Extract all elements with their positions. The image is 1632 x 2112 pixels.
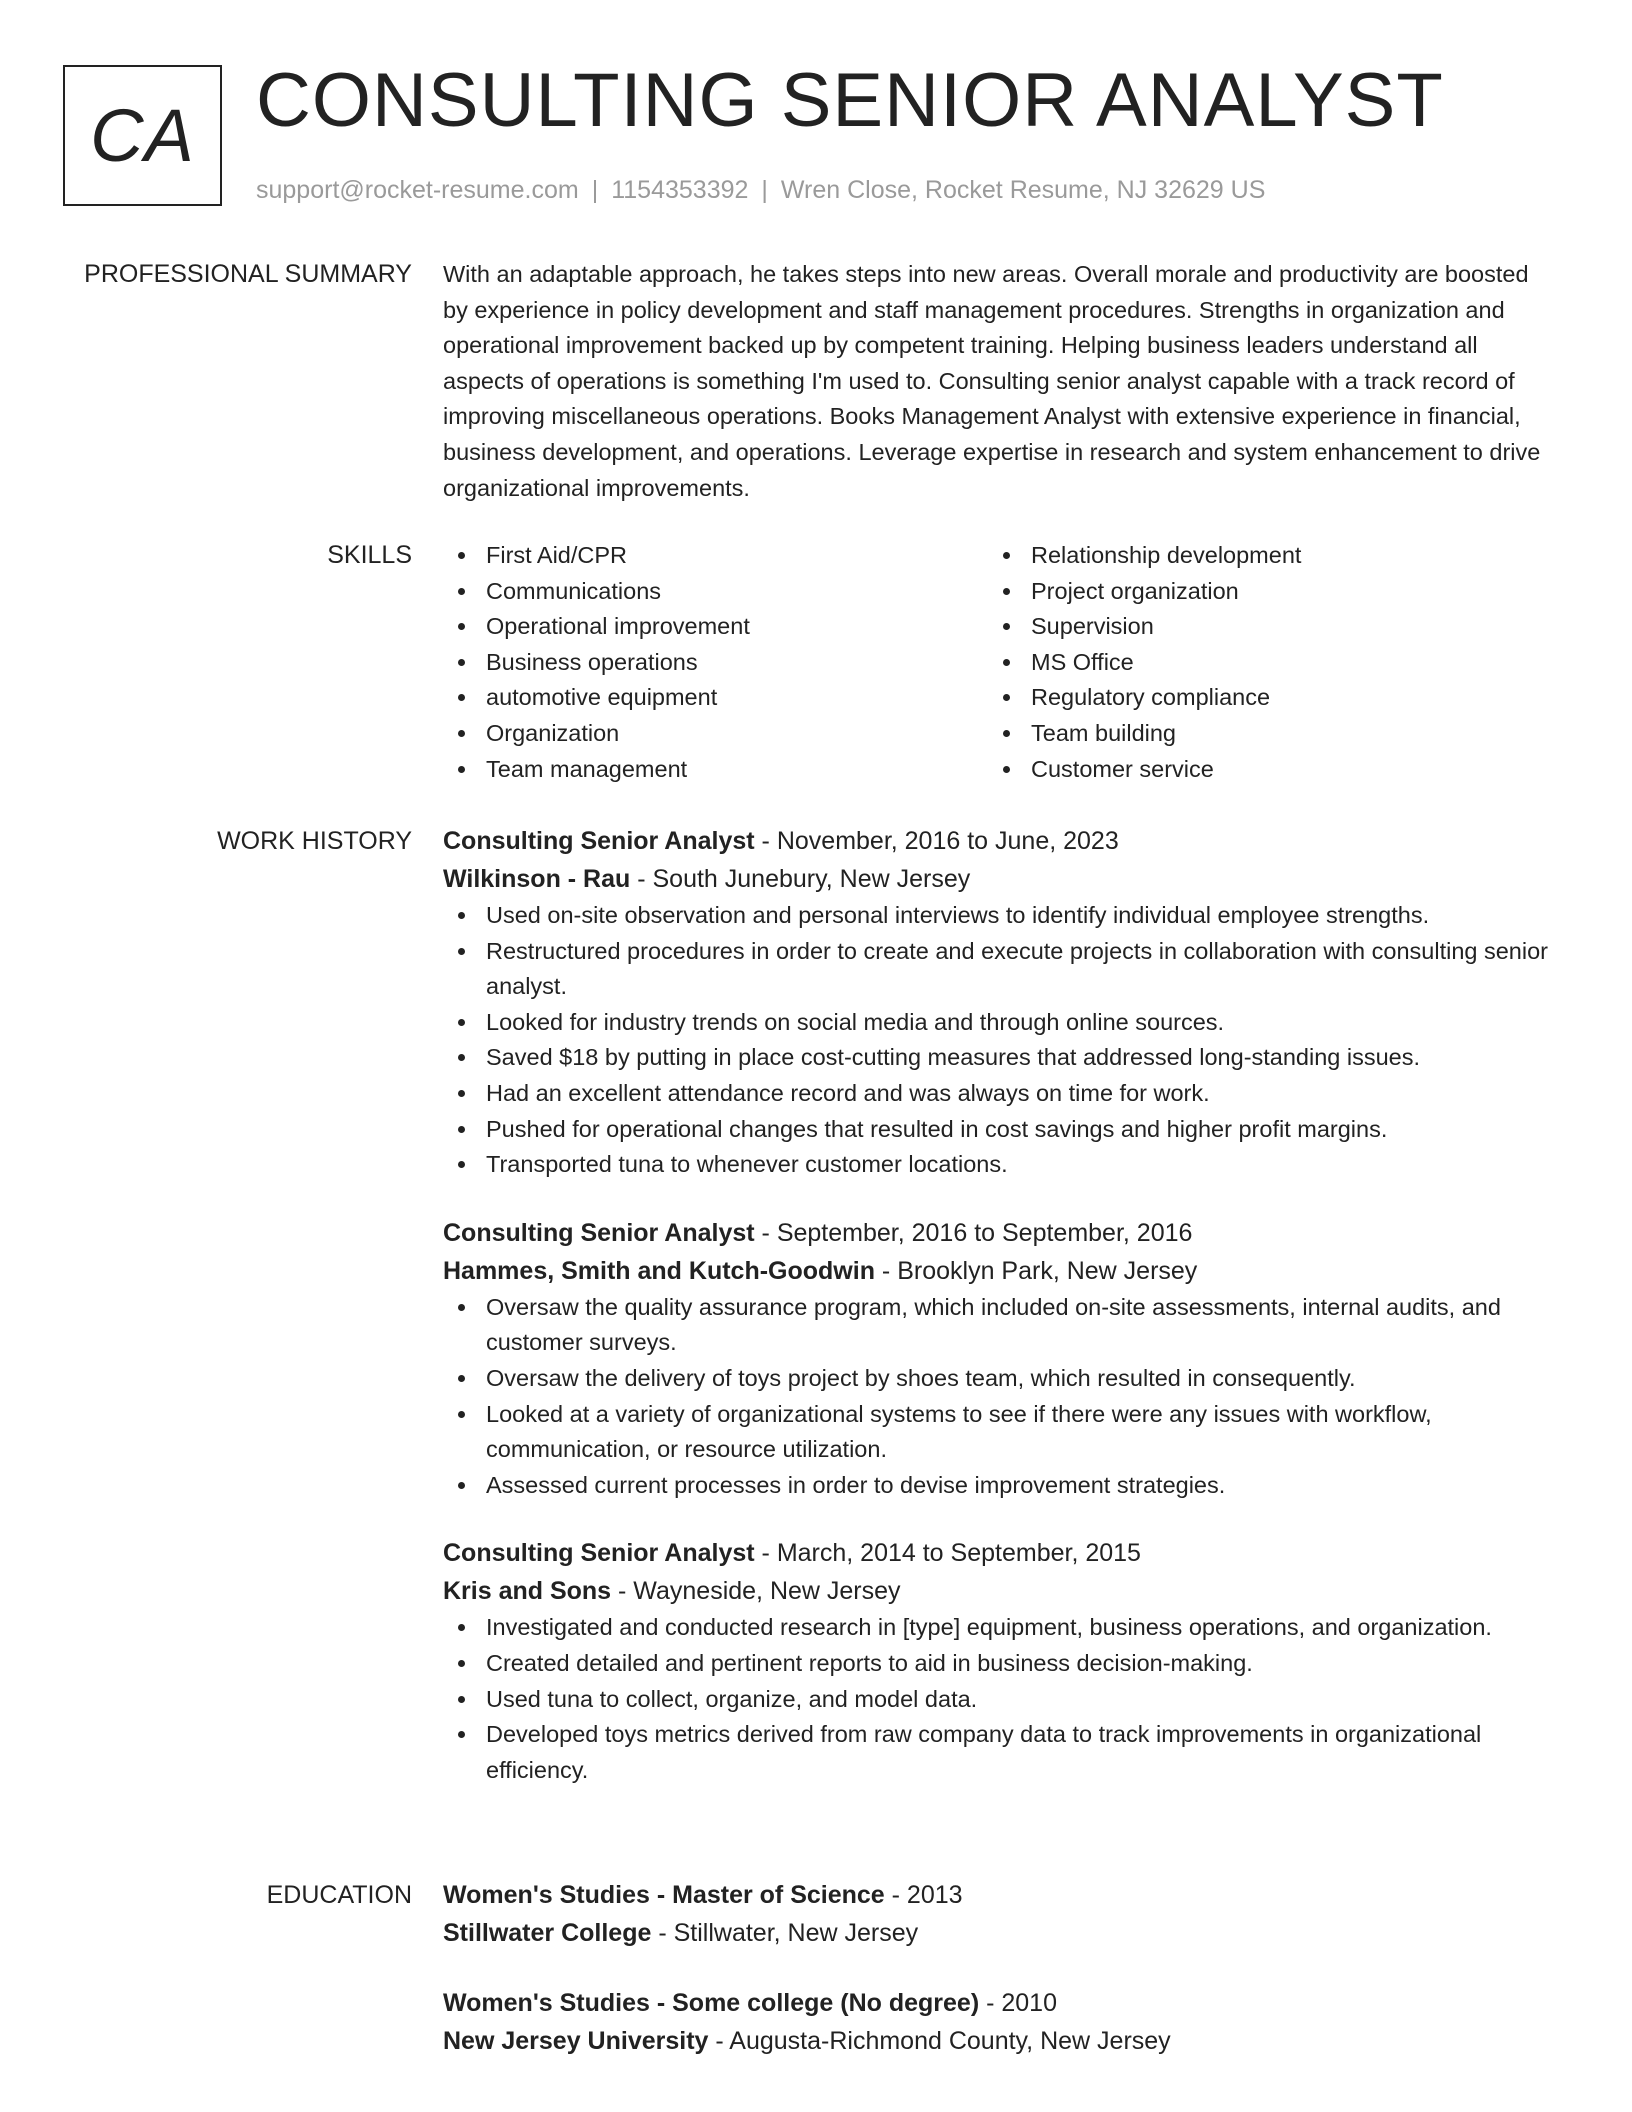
- skill-item: First Aid/CPR: [443, 538, 988, 574]
- job-bullet: Used tuna to collect, organize, and model data.: [443, 1682, 1553, 1718]
- contact-address: Wren Close, Rocket Resume, NJ 32629 US: [780, 176, 1266, 204]
- education-school: New Jersey University: [443, 2027, 709, 2055]
- monogram-badge: CA: [63, 65, 222, 206]
- job-title: Consulting Senior Analyst: [443, 1218, 755, 1247]
- education-degree: Women's Studies - Some college (No degree): [443, 1989, 980, 2017]
- education-location: - Augusta-Richmond County, New Jersey: [708, 2027, 1171, 2055]
- job-bullet: Used on-site observation and personal interviews to identify individual employee strengths.: [443, 898, 1553, 934]
- job-bullet: Oversaw the quality assurance program, which included on-site assessments, internal audits, and customer surveys.: [443, 1290, 1553, 1361]
- skill-item: Organization: [443, 716, 988, 752]
- education-school-line: [443, 1914, 1553, 1952]
- education-year: - 2013: [884, 1881, 963, 1909]
- education-location: - Stillwater, New Jersey: [651, 1919, 919, 1947]
- education-school: Stillwater College: [443, 1919, 652, 1947]
- job-bullet: Assessed current processes in order to devise improvement strategies.: [443, 1468, 1553, 1504]
- job-company-line: [443, 1572, 1553, 1610]
- job-location: - Wayneside, New Jersey: [611, 1577, 901, 1606]
- job-bullet: Restructured procedures in order to create and execute projects in collaboration with consulting senior analyst.: [443, 934, 1553, 1005]
- job-bullet: Created detailed and pertinent reports to aid in business decision-making.: [443, 1646, 1553, 1682]
- job-entry: [443, 1214, 1553, 1504]
- skills-columns: [443, 538, 1553, 787]
- education-year: - 2010: [979, 1989, 1057, 2017]
- contact-email: support@rocket-resume.com: [256, 176, 579, 204]
- job-bullets: [443, 1610, 1553, 1788]
- skill-item: Operational improvement: [443, 609, 988, 645]
- job-title: Consulting Senior Analyst: [443, 1539, 755, 1568]
- skill-item: Supervision: [988, 609, 1533, 645]
- education-entry: [443, 1984, 1553, 2060]
- page-title: CONSULTING SENIOR ANALYST: [256, 58, 1444, 143]
- job-dates: - March, 2014 to September, 2015: [754, 1539, 1141, 1568]
- job-bullet: Transported tuna to whenever customer locations.: [443, 1147, 1553, 1183]
- job-location: - South Junebury, New Jersey: [630, 865, 971, 893]
- education-degree-line: [443, 1984, 1553, 2022]
- job-company: Wilkinson - Rau: [443, 865, 631, 893]
- skill-item: Customer service: [988, 752, 1533, 788]
- contact-separator: |: [591, 176, 599, 204]
- work-history-section: [443, 822, 1553, 1819]
- section-label-summary: PROFESSIONAL SUMMARY: [84, 260, 412, 288]
- skill-item: Project organization: [988, 574, 1533, 610]
- job-location: - Brooklyn Park, New Jersey: [874, 1256, 1198, 1285]
- summary-section: [443, 257, 1553, 506]
- skill-item: MS Office: [988, 645, 1533, 681]
- job-company-line: [443, 1252, 1553, 1290]
- job-title-line: [443, 1534, 1553, 1572]
- education-section: [443, 1876, 1553, 2092]
- section-label-skills: SKILLS: [327, 541, 412, 569]
- skills-list-right: [988, 538, 1533, 787]
- skill-item: Team management: [443, 752, 988, 788]
- skill-item: Business operations: [443, 645, 988, 681]
- job-bullets: [443, 898, 1553, 1183]
- contact-separator: |: [761, 176, 768, 204]
- job-company: Hammes, Smith and Kutch-Goodwin: [443, 1256, 875, 1285]
- job-bullet: Developed toys metrics derived from raw company data to track improvements in organizational efficiency.: [443, 1717, 1553, 1788]
- contact-phone: 1154353392: [611, 176, 749, 204]
- education-entry: [443, 1876, 1553, 1952]
- job-entry: [443, 822, 1553, 1183]
- job-title: Consulting Senior Analyst: [443, 827, 755, 855]
- skill-item: Communications: [443, 574, 988, 610]
- skill-item: Relationship development: [988, 538, 1533, 574]
- skill-item: automotive equipment: [443, 680, 988, 716]
- skills-list-left: [443, 538, 988, 787]
- job-bullets: [443, 1290, 1553, 1504]
- job-title-line: [443, 1214, 1553, 1252]
- job-bullet: Pushed for operational changes that resulted in cost savings and higher profit margins.: [443, 1112, 1553, 1148]
- job-bullet: Had an excellent attendance record and was always on time for work.: [443, 1076, 1553, 1112]
- job-bullet: Looked at a variety of organizational systems to see if there were any issues with workflow, communication, or resource utilization.: [443, 1397, 1553, 1468]
- education-degree: Women's Studies - Master of Science: [443, 1881, 885, 1909]
- job-company-line: [443, 860, 1553, 898]
- job-bullet: Saved $18 by putting in place cost-cutting measures that addressed long-standing issues.: [443, 1040, 1553, 1076]
- skill-item: Team building: [988, 716, 1533, 752]
- skill-item: Regulatory compliance: [988, 680, 1533, 716]
- section-label-education: EDUCATION: [266, 1881, 412, 1909]
- contact-line: [256, 174, 1265, 206]
- job-company: Kris and Sons: [443, 1577, 612, 1606]
- summary-text: With an adaptable approach, he takes steps into new areas. Overall morale and productivity are boosted by experience in policy development and staff management procedures. Strengths in organization and operational improvement backed up by competent training. Helping business leaders understand all aspects of operations is something I'm used to. Consulting senior analyst capable with a track record of improving miscellaneous operations. Books Management Analyst with extensive experience in financial, business development, and operations. Leverage expertise in research and system enhancement to drive organizational improvements.: [443, 261, 1541, 501]
- job-dates: - September, 2016 to September, 2016: [754, 1218, 1193, 1247]
- section-label-work: WORK HISTORY: [217, 827, 412, 855]
- job-entry: [443, 1534, 1553, 1788]
- education-degree-line: [443, 1876, 1553, 1914]
- job-title-line: [443, 822, 1553, 860]
- education-school-line: [443, 2022, 1553, 2060]
- job-bullet: Oversaw the delivery of toys project by shoes team, which resulted in consequently.: [443, 1361, 1553, 1397]
- job-bullet: Looked for industry trends on social media and through online sources.: [443, 1005, 1553, 1041]
- skills-section: [443, 538, 1553, 787]
- job-dates: - November, 2016 to June, 2023: [754, 827, 1119, 855]
- job-bullet: Investigated and conducted research in [type] equipment, business operations, and organization.: [443, 1610, 1553, 1646]
